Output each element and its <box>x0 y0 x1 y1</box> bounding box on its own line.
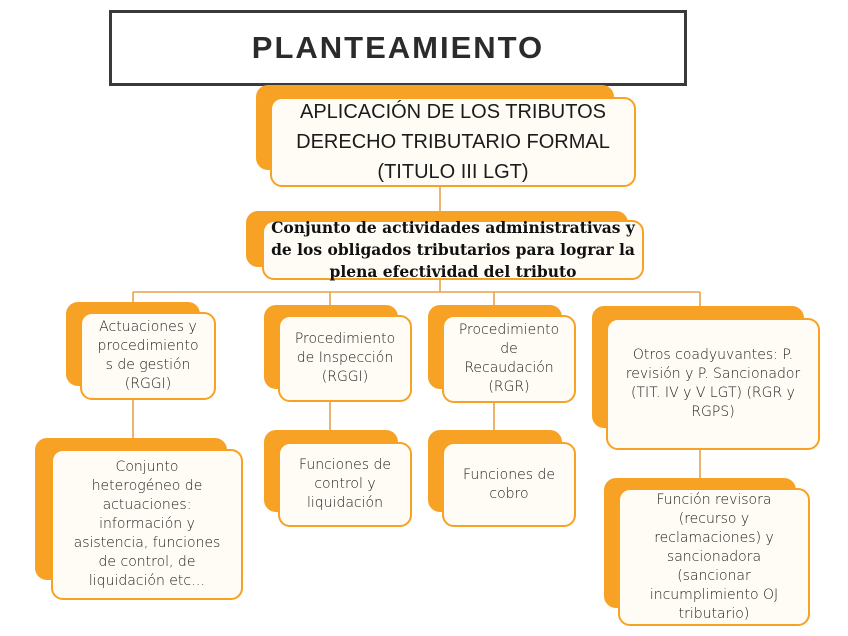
node-heterogeneo: Conjunto heterogéneo de actuaciones: información y asistencia, funciones de control, de liquidación etc… <box>51 449 243 600</box>
node-revisora: Función revisora (recurso y reclamaciones) y sancionadora (sancionar incumplimiento OJ tributario) <box>618 488 810 626</box>
node-actuaciones: Actuaciones y procedimiento s de gestión (RGGI) <box>80 312 216 400</box>
title-box <box>109 10 687 86</box>
page-title: PLANTEAMIENTO <box>251 30 545 65</box>
node-otros: Otros coadyuvantes: P. revisión y P. Sancionador (TIT. IV y V LGT) (RGR y RGPS) <box>606 318 820 450</box>
node-inspeccion: Procedimiento de Inspección (RGGI) <box>278 315 412 402</box>
node-recaudacion: Procedimiento de Recaudación (RGR) <box>442 315 576 403</box>
node-cobro: Funciones de cobro <box>442 442 576 527</box>
node-aplicacion: APLICACIÓN DE LOS TRIBUTOS DERECHO TRIBUTARIO FORMAL (TITULO III LGT) <box>270 97 636 187</box>
node-conjunto: Conjunto de actividades administrativas y de los obligados tributarios para lograr la plena efectividad del tributo <box>262 220 644 280</box>
node-control: Funciones de control y liquidación <box>278 442 412 527</box>
